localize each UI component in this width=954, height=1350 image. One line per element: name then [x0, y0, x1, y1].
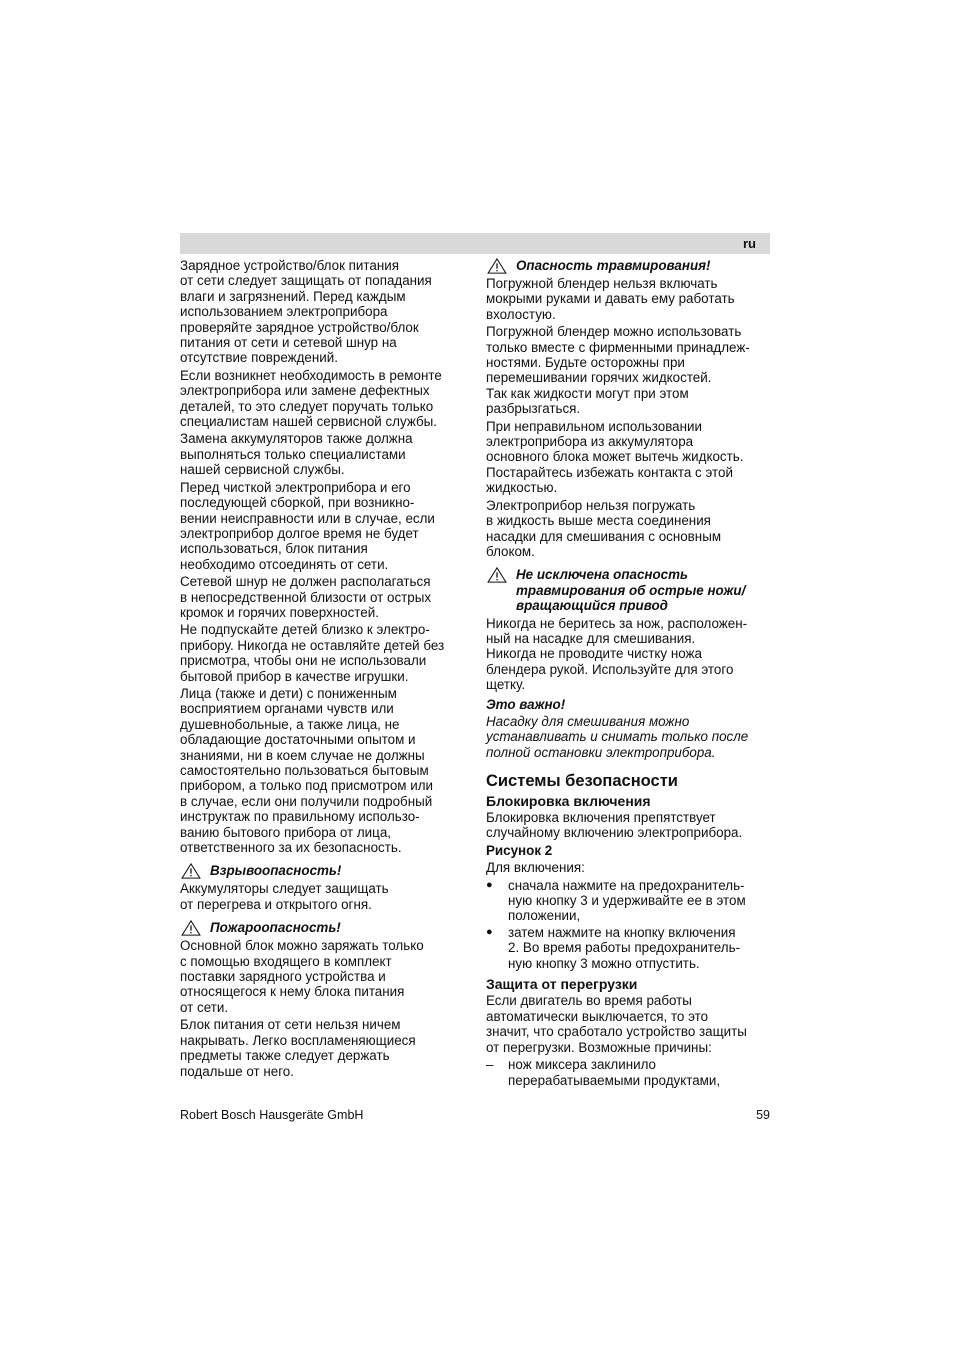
warning-title: Опасность травмирования!	[516, 258, 711, 273]
page-number: 59	[756, 1108, 770, 1122]
important-text: Насадку для смешивания можно устанавливать и снимать только после полной остановки электроприбора.	[486, 713, 749, 760]
language-code: ru	[743, 236, 756, 251]
paragraph: Замена аккумуляторов также должна выполняться только специалистами нашей сервисной службы.	[180, 431, 413, 478]
paragraph: Зарядное устройство/блок питания от сети следует защищать от попадания влаги и загрязнений. Перед каждым использованием электроприбора проверяйте зарядное устройство/блок питания от сети и сетевой шнур на отсутствие повреждений.	[180, 258, 432, 366]
paragraph: Погружной блендер нельзя включать мокрыми руками и давать ему работать вхолостую.	[486, 276, 735, 322]
warning-title: Пожароопасность!	[210, 920, 341, 936]
paragraph: Если возникнет необходимость в ремонте электроприбора или замене дефектных деталей, то это следует поручать только специалистам нашей сервисной службы.	[180, 367, 442, 430]
paragraph: Никогда не беритесь за нож, расположен- ный на насадке для смешивания. Никогда не проводите чистку ножа блендера рукой. Используйте для этого щетку.	[486, 615, 748, 693]
left-column	[180, 258, 470, 1081]
warning-triangle-icon	[180, 863, 202, 879]
paragraph: Для включения:	[486, 860, 585, 876]
paragraph: Лица (также и дети) с пониженным восприятием органами чувств или душевнобольные, а также лица, не обладающие достаточными опытом и знаниями, ни в коем случае не должны самостоятельно пользоваться бытовым прибором, а только под присмотром или в случае, если они получили подробный инструктаж по правильному использо- ванию бытового прибора от лица, ответственного за их безопасность.	[180, 685, 434, 856]
paragraph: Сетевой шнур не должен располагаться в непосредственной близости от острых кромок и горячих поверхностей.	[180, 574, 432, 620]
warning-triangle-icon	[486, 258, 508, 274]
header-bar	[180, 233, 770, 254]
list-item: – нож миксера заклинило перерабатываемыми продуктами,	[486, 1057, 776, 1088]
paragraph: Аккумуляторы следует защищать от перегрева и открытого огня.	[180, 881, 389, 912]
list-item: ● затем нажмите на кнопку включения 2. Во время работы предохранитель- ную кнопку 3 можно отпустить.	[486, 925, 776, 971]
paragraph: Блокировка включения препятствует случайному включению электроприбора.	[486, 810, 743, 841]
warning-sharp-knives	[486, 567, 776, 613]
paragraph: Перед чисткой электроприбора и его последующей сборкой, при возникно- вении неисправности или в случае, если электроприбор долгое время не будет использоваться, блок питания необходимо отсоединять от сети.	[180, 479, 435, 572]
warning-fire	[180, 920, 470, 936]
right-column	[486, 258, 776, 1089]
paragraph: Не подпускайте детей близко к электро- прибору. Никогда не оставляйте детей без присмотра, чтобы они не использовали бытовой прибор в качестве игрушки.	[180, 622, 445, 684]
paragraph: Если двигатель во время работы автоматически выключается, то это значит, что сработало устройство защиты от перегрузки. Возможные причины:	[486, 993, 747, 1055]
paragraph: Электроприбор нельзя погружать в жидкость выше места соединения насадки для смешивания с основным блоком.	[486, 497, 722, 559]
footer-company: Robert Bosch Hausgeräte GmbH	[180, 1108, 364, 1122]
warning-explosion	[180, 863, 470, 879]
warning-triangle-icon	[486, 567, 508, 583]
warning-triangle-icon	[180, 920, 202, 936]
list-item: ● сначала нажмите на предохранитель- ную кнопку 3 и удерживайте ее в этом положении,	[486, 878, 776, 924]
warning-title: Не исключена опасность травмирования об острые ножи/ вращающийся привод	[516, 567, 746, 614]
section-heading-safety: Системы безопасности	[486, 772, 678, 791]
important-title: Это важно!	[486, 696, 566, 712]
subheading-overload: Защита от перегрузки	[486, 976, 638, 993]
warning-title: Взрывоопасность!	[210, 863, 342, 879]
bullet-list	[486, 878, 776, 971]
subheading-switch-lock: Блокировка включения	[486, 792, 651, 809]
paragraph: Основной блок можно заряжать только с помощью входящего в комплект поставки зарядного устройства и относящегося к нему блока питания от сети.	[180, 938, 424, 1015]
warning-injury	[486, 258, 776, 274]
paragraph: Погружной блендер можно использовать только вместе с фирменными принадлеж- ностями. Будьте осторожны при перемешивании горячих жидкостей. Так как жидкости могут при этом разбрызгаться.	[486, 324, 750, 417]
paragraph: Блок питания от сети нельзя ничем накрывать. Легко воспламеняющиеся предметы также следует держать подальше от него.	[180, 1017, 416, 1079]
figure-reference: Рисунок 2	[486, 842, 553, 858]
paragraph: При неправильном использовании электроприбора из аккумулятора основного блока может вытечь жидкость. Постарайтесь избежать контакта с этой жидкостью.	[486, 418, 744, 496]
dash-list	[486, 1057, 776, 1088]
